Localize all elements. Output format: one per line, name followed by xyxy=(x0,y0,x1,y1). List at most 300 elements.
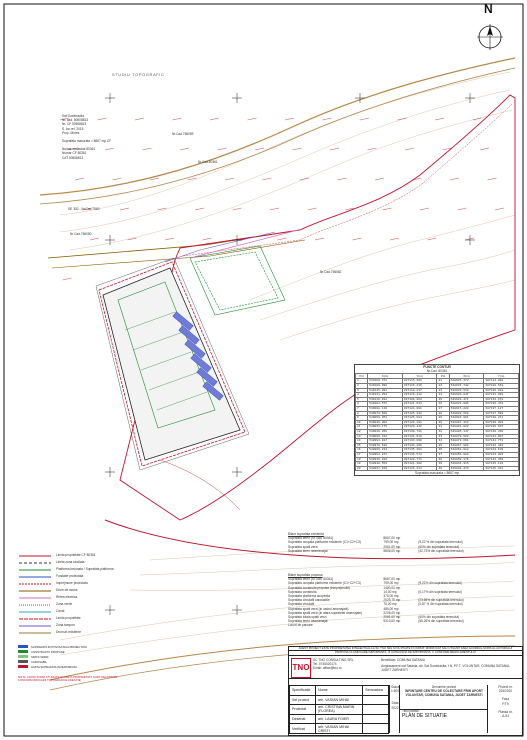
coord-cell: 387136.478 xyxy=(484,402,519,407)
survey-mark xyxy=(113,178,122,180)
role-cell xyxy=(363,695,389,705)
legend-label: Platforma betonata / Suprafata platforma xyxy=(56,567,114,572)
bilant-cell: (9,22 % din suprafata terenului) xyxy=(418,540,463,545)
beneficiar-label: Beneficiar: xyxy=(381,657,397,662)
beneficiar xyxy=(381,658,425,662)
coord-cell: 15 xyxy=(356,443,368,448)
survey-mark xyxy=(353,238,362,240)
legend-swatch xyxy=(18,574,52,580)
coord-cell: 548993.027 xyxy=(368,439,403,444)
coordinates-table xyxy=(354,364,520,476)
survey-mark xyxy=(143,148,152,150)
coord-cell: 548908.569 xyxy=(449,411,484,416)
legend-label: CAROSABIL xyxy=(31,659,48,664)
project-name-box xyxy=(399,685,488,710)
scale-label: Scara xyxy=(390,685,400,689)
legend-label: CONSTRUCTII PROPUSE xyxy=(31,649,65,654)
title-banner: ACEST PROIECT ESTE PROPRIETATEA INTELECTUALA A SC TNO SRL SI NU POATE FI COPIAT, MODIFICAT SAU UTILIZAT FARA ACORDUL SCRIS AL AUTORULUI xyxy=(289,647,522,651)
coord-cell: 387140.330 xyxy=(484,429,519,434)
coord-cell: 9 xyxy=(356,416,368,421)
survey-marks xyxy=(60,118,504,280)
coord-cell: 548926.471 xyxy=(449,397,484,402)
legend-item xyxy=(18,594,138,601)
legend-item xyxy=(18,552,138,559)
coord-cell: 387133.090 xyxy=(402,439,437,444)
coord-cell: 548915.228 xyxy=(449,406,484,411)
coord-cell: 387136.574 xyxy=(402,452,437,457)
grid-cross xyxy=(465,235,475,245)
legend-swatch xyxy=(18,660,28,663)
legend-swatch xyxy=(18,616,52,622)
legend-label: Limita zona studiata xyxy=(56,560,85,565)
bilant-cell: Suprafata teren neamenajat xyxy=(288,548,328,553)
coord-cell: 387126.884 xyxy=(402,416,437,421)
coord-cell: 549101.572 xyxy=(368,402,403,407)
grid-cross xyxy=(465,93,475,103)
note-line: S. loc.ref. 2015 xyxy=(62,126,84,131)
coord-cell: 14 xyxy=(356,439,368,444)
legend-swatch xyxy=(18,581,52,587)
legend-item xyxy=(18,615,138,622)
legend-item xyxy=(18,629,138,636)
coord-cell: 387128.101 xyxy=(402,420,437,425)
coord-cell: 548966.244 xyxy=(368,448,403,453)
coord-cell: 387139.002 xyxy=(484,420,519,425)
coord-cell: 387142.419 xyxy=(484,443,519,448)
survey-mark xyxy=(465,238,474,240)
company-logo-text: TNO xyxy=(292,662,310,672)
project-location: Amplasament sat Satania, str. Sat Dumbravita, f.N, P.F.T, VOLUNTAR, COMUNA SATANIA, JUDET ZARNESTI xyxy=(381,663,511,673)
faza-value: P.Th xyxy=(502,701,509,706)
coord-cell: 8 xyxy=(356,411,368,416)
coord-cell: 387118.217 xyxy=(402,388,437,393)
bilant-cell: (60% din suprafata terenului) xyxy=(418,544,460,549)
company-line: Email: office@tno.ro xyxy=(313,666,342,671)
survey-mark xyxy=(375,178,384,180)
legend-item xyxy=(18,601,138,608)
coord-subtitle: Nr.Cad. 80361 xyxy=(426,369,448,374)
bilant-cell: 2025,75 mp xyxy=(383,598,401,603)
survey-mark xyxy=(323,118,332,120)
survey-mark xyxy=(315,238,324,240)
bilant-existent-title: Bilant suprafata existenta xyxy=(288,532,324,536)
legend-small-item xyxy=(18,664,153,669)
survey-mark xyxy=(255,148,264,150)
coord-cell: 548850.176 xyxy=(449,457,484,462)
coord-cell: 548935.372 xyxy=(449,379,484,384)
survey-mark xyxy=(383,208,392,210)
legend-label: SPATII VERZI xyxy=(31,654,49,659)
drawing-title: PLAN DE SITUATIE xyxy=(402,713,447,720)
survey-mark xyxy=(360,118,369,120)
coord-cell: 36 xyxy=(437,448,449,453)
coord-cell: 548879.520 xyxy=(449,434,484,439)
coord-cell: 11 xyxy=(356,425,368,430)
bilant-propus xyxy=(288,573,488,628)
legend-label: LIMITA SUPRAFATA INVENTARIATA xyxy=(31,664,77,669)
titlu-label: Titlul planse xyxy=(402,709,419,713)
survey-mark xyxy=(458,208,467,210)
coord-cell: 548946.018 xyxy=(368,457,403,462)
coord-title: PUNCTE CONTUR xyxy=(423,365,451,369)
coord-cell: 21 xyxy=(437,379,449,384)
note-line: Nr. CF 50508813 xyxy=(62,122,87,127)
legend-swatch xyxy=(18,650,28,653)
coord-cell: 387116.414 xyxy=(402,466,437,471)
company-line: SC TNO CONSULTING SRL xyxy=(313,657,354,662)
coord-cell: 549116.912 xyxy=(368,397,403,402)
role-row xyxy=(290,724,389,734)
title-banner-2: PROPUSA CLASIFICARE IMPORTANTA: III CATEGORIA DE IMPORTANTA: C CONFORM REGULAMENTULUI xyxy=(289,651,522,655)
legend xyxy=(18,552,138,636)
drawing-title-box xyxy=(399,709,488,733)
coord-cell: 38 xyxy=(437,457,449,462)
legend-swatch xyxy=(18,588,52,594)
coord-cell: 27 xyxy=(437,406,449,411)
bilant-cell: (56,26% din suprafata terenului) xyxy=(418,619,464,624)
coord-cell: 387121.914 xyxy=(402,402,437,407)
bilant-cell: Suprafata ocupata platforme existente (C1+C2+C3) xyxy=(288,540,361,545)
legend-swatch xyxy=(18,609,52,615)
role-cell: arh. LAURA FOIER xyxy=(315,714,362,724)
survey-mark xyxy=(248,118,257,120)
coord-cell: 549131.254 xyxy=(368,393,403,398)
denumire-value: INFIINTARE CENTRU DE COLECTARE PRIN APORT VOLUNTAR, COMUNA SATANIA, JUDET ZARNESTI xyxy=(404,689,484,698)
legend-item xyxy=(18,587,138,594)
coord-cell: 35 xyxy=(437,443,449,448)
role-cell xyxy=(363,714,389,724)
road-label: Nr.Cad.756050 xyxy=(70,232,92,236)
coord-cell: 18 xyxy=(356,457,368,462)
coord-cell: 39 xyxy=(437,462,449,467)
denumire-label: Denumire proiect xyxy=(431,685,457,689)
survey-mark xyxy=(270,208,279,210)
coord-cell: 549046.802 xyxy=(368,420,403,425)
coord-cell: 387124.001 xyxy=(402,406,437,411)
bilant-row xyxy=(288,549,488,553)
legend-label: Drum de acces xyxy=(56,588,78,593)
note-line: Nr. cad. 50508813 xyxy=(62,118,89,123)
coord-cell: 7 xyxy=(356,406,368,411)
coord-cell: 40 xyxy=(437,466,449,471)
survey-mark xyxy=(225,178,234,180)
note-line: Numar cadastral 80361 xyxy=(62,147,96,152)
survey-header: STUDIU TOPOGRAFIC xyxy=(112,72,165,77)
coord-cell: 387137.127 xyxy=(484,406,519,411)
bilant-propus-title: Bilant suprafata propusa xyxy=(288,573,323,577)
role-cell: arh. CRISTINA MARIN (FLOREA) xyxy=(315,705,362,715)
legend-small xyxy=(18,644,153,669)
coord-cell: 3 xyxy=(356,388,368,393)
coord-header: X(m) xyxy=(449,374,484,379)
legend-label: Zona tampon xyxy=(56,623,75,628)
survey-mark xyxy=(263,178,272,180)
coord-cell: 387114.998 xyxy=(484,379,519,384)
coord-header: Pct xyxy=(437,374,449,379)
survey-mark xyxy=(390,238,399,240)
coord-cell: 549033.175 xyxy=(368,425,403,430)
survey-mark xyxy=(173,118,182,120)
bilant-cell: Suprafata circulatii xyxy=(288,602,315,607)
coord-cell: 548885.147 xyxy=(449,429,484,434)
notes-left xyxy=(62,114,111,160)
coord-cell: 387115.398 xyxy=(402,379,437,384)
faza-label: Faza xyxy=(501,697,510,702)
role-row xyxy=(290,695,389,705)
bilant-row xyxy=(288,623,488,627)
role-cell: Desenat xyxy=(290,714,316,724)
bilant-cell: 799,00 mp xyxy=(383,540,399,545)
survey-mark xyxy=(158,208,167,210)
coord-cell: 548844.315 xyxy=(449,462,484,467)
survey-mark xyxy=(195,208,204,210)
bilant-cell: (0,87 % din suprafata terenului) xyxy=(418,602,463,607)
coord-cell: 10 xyxy=(356,420,368,425)
coord-cell: 387125.332 xyxy=(402,411,437,416)
survey-mark xyxy=(285,118,294,120)
coord-cell: 19 xyxy=(356,462,368,467)
bilant-cell: (60% din suprafata terenului) xyxy=(418,615,460,620)
coord-cell: 26 xyxy=(437,402,449,407)
table-row xyxy=(356,466,519,471)
survey-mark xyxy=(135,118,144,120)
legend-swatch xyxy=(18,602,52,608)
coord-cell: 548940.553 xyxy=(368,462,403,467)
bilant-cell: 5806,00 mp xyxy=(383,548,401,553)
coord-cell: 6 xyxy=(356,402,368,407)
survey-mark xyxy=(338,178,347,180)
survey-mark xyxy=(180,148,189,150)
coord-cell: 13 xyxy=(356,434,368,439)
coord-cell: 387128.771 xyxy=(402,457,437,462)
coord-cell: 17 xyxy=(356,452,368,457)
legend-swatch xyxy=(18,630,52,636)
coord-cell: 387143.108 xyxy=(484,448,519,453)
company-info xyxy=(313,658,354,671)
survey-mark xyxy=(63,278,72,280)
coord-cell: 387134.266 xyxy=(402,443,437,448)
note-line: Suprafata masurata = 8667 mp CF xyxy=(62,139,112,144)
coord-cell: 549088.119 xyxy=(368,406,403,411)
coord-cell: 548897.314 xyxy=(449,420,484,425)
note-line: Prop. Mures xyxy=(62,130,80,135)
bilant-cell: Suprafata construita xyxy=(288,589,317,594)
proiect-nr-label: Proiect nr. xyxy=(498,685,513,689)
coord-cell: 12 xyxy=(356,429,368,434)
proiect-nr-value: 234/2022 xyxy=(498,689,513,694)
survey-mark xyxy=(218,148,227,150)
bilant-cell: Suprafata construita propusa (inmprejmuite) xyxy=(288,585,351,590)
coord-cell: 549073.660 xyxy=(368,411,403,416)
coord-cell: 22 xyxy=(437,384,449,389)
coord-cell: 548873.691 xyxy=(449,439,484,444)
survey-mark xyxy=(495,208,504,210)
coord-cell: 387131.068 xyxy=(484,393,519,398)
legend-label: Canal xyxy=(56,609,65,614)
coord-cell: 387138.211 xyxy=(484,416,519,421)
coord-cell: 548838.470 xyxy=(449,466,484,471)
legend-item xyxy=(18,608,138,615)
bilant-existent xyxy=(288,532,488,553)
coord-header: Pct xyxy=(356,374,368,379)
coord-cell: 549160.098 xyxy=(368,384,403,389)
note-line: CAT 50508813 xyxy=(62,155,84,160)
project-meta xyxy=(487,685,523,733)
legend-swatch xyxy=(18,623,52,629)
grid-cross xyxy=(105,235,115,245)
coord-header: Y(m) xyxy=(484,374,519,379)
bilant-cell: 799,00 mp xyxy=(383,581,399,586)
bilant-cell: Suprafata spatii verzi (in afara suprafetei amenajate) xyxy=(288,610,363,615)
coord-cell: 2 xyxy=(356,384,368,389)
coord-cell: 549019.850 xyxy=(368,429,403,434)
bilant-cell: Suprafata totala spatii verzi xyxy=(288,615,327,620)
legend-swatch xyxy=(18,645,28,648)
coord-cell: 387121.302 xyxy=(402,462,437,467)
coord-cell: 34 xyxy=(437,439,449,444)
survey-mark xyxy=(203,238,212,240)
role-row xyxy=(290,686,389,696)
plansa-label: Plansa nr. xyxy=(498,709,513,714)
coord-header: Y(m) xyxy=(402,374,437,379)
legend-label: Drumuri existente xyxy=(56,630,81,635)
bilant-cell: 2206,00 mp xyxy=(383,610,401,615)
survey-mark xyxy=(435,118,444,120)
coord-cell: 549145.881 xyxy=(368,388,403,393)
coord-cell: 23 xyxy=(437,388,449,393)
coord-cell: 387135.401 xyxy=(402,448,437,453)
green-platform xyxy=(190,230,298,315)
coord-cell: 549186.372 xyxy=(368,379,403,384)
date-label: Data xyxy=(391,701,399,706)
coord-cell: 548856.083 xyxy=(449,452,484,457)
survey-mark xyxy=(150,178,159,180)
bilant-cell: Suprafata spatii verzi (in cadrul amenajarii) xyxy=(288,606,349,611)
bilant-cell: Suprafata teren (nr. cad. 80361) xyxy=(288,536,334,541)
legend-swatch xyxy=(18,560,52,566)
coord-cell: 25 xyxy=(437,397,449,402)
coord-cell: 548930.847 xyxy=(449,393,484,398)
coord-cell: 387145.134 xyxy=(484,462,519,467)
coord-cell: 549006.412 xyxy=(368,434,403,439)
road-label: Nr.Cad.756059 xyxy=(172,132,194,136)
bilant-cell: 8667,00 mp xyxy=(383,577,401,582)
coord-cell: 548861.912 xyxy=(449,448,484,453)
coord-cell: 387141.007 xyxy=(484,434,519,439)
coord-cell: 387131.918 xyxy=(402,434,437,439)
survey-mark xyxy=(330,148,339,150)
bilant-cell: 8667,00 mp xyxy=(383,536,401,541)
coord-cell: 387143.802 xyxy=(484,452,519,457)
survey-mark xyxy=(480,148,489,150)
coord-grid xyxy=(355,373,519,471)
coord-cell: 387120.548 xyxy=(484,384,519,389)
north-label: N xyxy=(484,2,493,16)
survey-mark xyxy=(368,148,377,150)
coord-cell: 37 xyxy=(437,452,449,457)
coord-cell: 548891.022 xyxy=(449,425,484,430)
bilant-cell: Suprafata teren (nr. cad. 80361) xyxy=(288,577,334,582)
coord-cell: 387116.210 xyxy=(402,384,437,389)
legend-item xyxy=(18,559,138,566)
survey-mark xyxy=(405,148,414,150)
coord-cell: 1 xyxy=(356,379,368,384)
role-cell: Sef proiect xyxy=(290,695,316,705)
role-cell: Specificatie xyxy=(290,686,316,696)
coord-cell: 387137.598 xyxy=(484,411,519,416)
grid-cross xyxy=(105,467,115,477)
note-line: Sat Dumbravita xyxy=(62,114,84,118)
legend-label: Retea electrica xyxy=(56,595,78,600)
coord-cell: 387129.442 xyxy=(402,425,437,430)
grid-cross xyxy=(105,93,115,103)
coord-cell: 548979.618 xyxy=(368,443,403,448)
legend-label: SUPRAFATA FOTOVOLTAICA PROIECTATA xyxy=(31,644,87,649)
legend-swatch xyxy=(18,665,28,668)
bilant-cell: 5313,00 mp xyxy=(383,619,401,624)
legend-swatch xyxy=(18,567,52,573)
legend-label: Limita proprietate xyxy=(56,616,81,621)
coord-cell: 24 xyxy=(437,393,449,398)
role-cell: Verificat xyxy=(290,724,316,734)
parcel-label: Nr.Cad.756082 xyxy=(320,270,342,274)
coord-footer: Suprafata masurata = 8667 mp xyxy=(414,471,460,476)
grid-cross xyxy=(232,467,242,477)
bilant-cell: Suprafata circulatii carosabile xyxy=(288,598,330,603)
coord-cell: 387145.821 xyxy=(484,466,519,471)
bilant-cell: 2061,00 mp xyxy=(383,615,401,620)
survey-mark xyxy=(210,118,219,120)
coord-header: X(m) xyxy=(368,374,403,379)
company-line: Tel. 0745020174 xyxy=(313,662,337,667)
coord-cell: 387120.863 xyxy=(402,397,437,402)
coord-cell: 387141.772 xyxy=(484,439,519,444)
bilant-cell: 75,00 mp xyxy=(383,602,397,607)
coord-cell: 548937.016 xyxy=(368,466,403,471)
bilant-cell: Suprafata spatii verzi xyxy=(288,544,318,549)
legend-label: Limita proprietate CF 80361 xyxy=(56,553,96,558)
role-cell: arh. VASIAN MIHAI xyxy=(315,695,362,705)
bilant-cell: (23,65% din suprafata terenului) xyxy=(418,598,464,603)
bilant-cell: (9,22% din suprafata terenului) xyxy=(418,581,462,586)
plansa-value: A-03 xyxy=(502,714,509,719)
bilant-cell: 485,00 mp xyxy=(383,606,399,611)
survey-mark xyxy=(293,148,302,150)
coord-cell: 32 xyxy=(437,429,449,434)
legend-label: Imprejmuire proiectata xyxy=(56,581,88,586)
survey-mark xyxy=(90,238,99,240)
beneficiar-value: COMUNA SATANIA xyxy=(396,657,425,662)
survey-mark xyxy=(165,238,174,240)
legend-item xyxy=(18,622,138,629)
coord-cell: 387130.731 xyxy=(402,429,437,434)
survey-mark xyxy=(75,178,84,180)
coord-cell: 387139.615 xyxy=(484,425,519,430)
coord-cell: 33 xyxy=(437,434,449,439)
coord-cell: 548921.086 xyxy=(449,402,484,407)
role-cell: Semnatura xyxy=(363,686,389,696)
road-label: DE 352 - Nr.Cad 7563 xyxy=(68,207,100,211)
coord-cell: 31 xyxy=(437,425,449,430)
coord-cell: 5 xyxy=(356,397,368,402)
role-cell xyxy=(363,705,389,715)
date-value: 2022 xyxy=(391,705,399,710)
role-row xyxy=(290,714,389,724)
title-block xyxy=(288,646,523,736)
coord-cell: 548867.804 xyxy=(449,443,484,448)
survey-mark xyxy=(473,118,482,120)
coord-cell: 387126.018 xyxy=(484,388,519,393)
